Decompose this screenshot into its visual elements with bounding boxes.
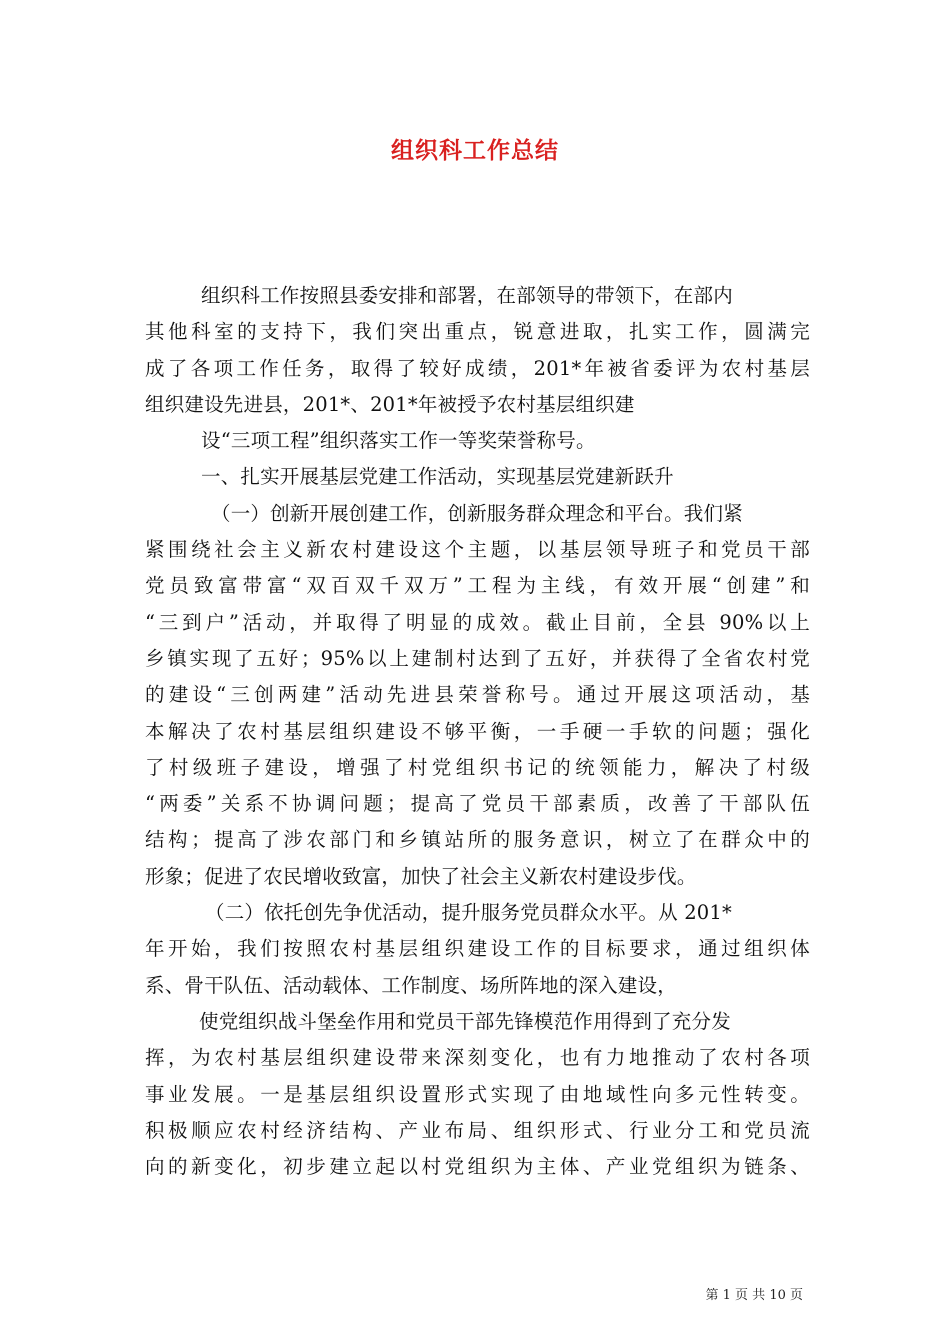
- text-line: 设“三项工程”组织落实工作一等奖荣誉称号。: [201, 429, 596, 453]
- text-line: 形象；促进了农民增收致富，加快了社会主义新农村建设步伐。: [145, 864, 697, 888]
- section-heading: 一、扎实开展基层党建工作活动，实现基层党建新跃升: [201, 465, 674, 489]
- document-body: [145, 278, 810, 1185]
- page-footer: 第 1 页 共 10 页: [705, 1288, 803, 1303]
- text-line: 年开始，我们按照农村基层组织建设工作的目标要求，通过组织体: [145, 937, 810, 961]
- page-title: 组织科工作总结: [391, 138, 559, 164]
- text-line: 事业发展。一是基层组织设置形式实现了由地域性向多元性转变。: [145, 1082, 810, 1106]
- text-line: 成了各项工作任务，取得了较好成绩，201*年被省委评为农村基层: [145, 356, 810, 380]
- text-line: （二）依托创先争优活动，提升服务党员群众水平。从 201*: [205, 901, 732, 925]
- text-line: 紧围绕社会主义新农村建设这个主题，以基层领导班子和党员干部: [145, 538, 810, 562]
- text-line: （一）创新开展创建工作，创新服务群众理念和平台。我们紧: [211, 501, 743, 525]
- text-line: 挥，为农村基层组织建设带来深刻变化，也有力地推动了农村各项: [145, 1046, 810, 1070]
- text-line: 了村级班子建设，增强了村党组织书记的统领能力，解决了村级: [145, 755, 810, 779]
- text-line: 本解决了农村基层组织建设不够平衡，一手硬一手软的问题；强化: [145, 719, 810, 743]
- text-line: 的建设“三创两建”活动先进县荣誉称号。通过开展这项活动，基: [145, 683, 810, 707]
- text-line: 乡镇实现了五好；95%以上建制村达到了五好，并获得了全省农村党: [145, 646, 810, 670]
- text-line: 组织建设先进县，201*、201*年被授予农村基层组织建: [145, 392, 635, 416]
- text-line: 结构；提高了涉农部门和乡镇站所的服务意识，树立了在群众中的: [145, 828, 810, 852]
- text-line: 向的新变化，初步建立起以村党组织为主体、产业党组织为链条、: [145, 1155, 810, 1179]
- text-line: 积极顺应农村经济结构、产业布局、组织形式、行业分工和党员流: [145, 1118, 810, 1142]
- text-line: 系、骨干队伍、活动载体、工作制度、场所阵地的深入建设，: [145, 973, 677, 997]
- text-line: 其他科室的支持下，我们突出重点，锐意进取，扎实工作，圆满完: [145, 320, 810, 344]
- text-line: “两委”关系不协调问题；提高了党员干部素质，改善了干部队伍: [145, 792, 810, 816]
- text-line: 组织科工作按照县委安排和部署，在部领导的带领下，在部内: [201, 284, 733, 307]
- text-line: 党员致富带富“双百双千双万”工程为主线，有效开展“创建”和: [145, 574, 810, 598]
- text-line: 使党组织战斗堡垒作用和党员干部先锋模范作用得到了充分发: [199, 1009, 731, 1033]
- text-line: “三到户”活动，并取得了明显的成效。截止目前，全县 90%以上: [145, 610, 810, 634]
